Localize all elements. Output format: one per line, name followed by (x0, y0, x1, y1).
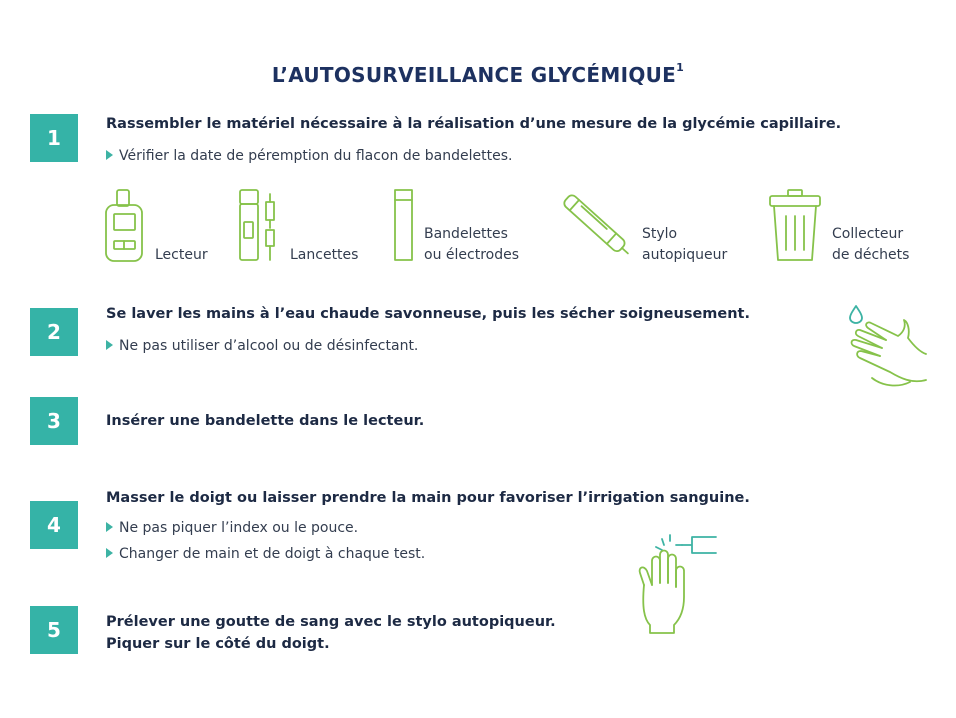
lancing-pen-icon (560, 188, 634, 264)
step-2-heading: Se laver les mains à l’eau chaude savonneuse, puis les sécher soigneusement. (106, 306, 750, 322)
bullet-arrow-icon (106, 340, 113, 350)
step-3-number: 3 (30, 397, 78, 445)
page-title-text: L’AUTOSURVEILLANCE GLYCÉMIQUE (271, 63, 677, 87)
step-4-number: 4 (30, 501, 78, 549)
step-5-number: 5 (30, 606, 78, 654)
step-1-heading: Rassembler le matériel nécessaire à la réalisation d’une mesure de la glycémie capillaire. (106, 116, 842, 132)
trash-bin-icon (768, 188, 822, 264)
step-1-number: 1 (30, 114, 78, 162)
step-5-heading: Prélever une goutte de sang avec le stylo autopiqueur. (106, 614, 556, 630)
page-title (0, 63, 956, 87)
bullet-arrow-icon (106, 150, 113, 160)
glucose-meter-icon (104, 188, 146, 264)
equipment-label-stylo: Stylo autopiqueur (642, 226, 728, 263)
step-3-heading: Insérer une bandelette dans le lecteur. (106, 413, 425, 429)
equipment-label-lecteur: Lecteur (155, 247, 208, 263)
test-strip-icon (393, 188, 415, 264)
equipment-label-collecteur: Collecteur de déchets (832, 226, 910, 263)
equipment-label-bandelettes: Bandelettes ou électrodes (424, 226, 519, 263)
step-4-bullet-2: Changer de main et de doigt à chaque test. (106, 546, 425, 562)
step-5-heading-line2: Piquer sur le côté du doigt. (106, 636, 330, 652)
step-2-bullet-1: Ne pas utiliser d’alcool ou de désinfectant. (106, 338, 418, 354)
bullet-arrow-icon (106, 522, 113, 532)
step-4-heading: Masser le doigt ou laisser prendre la main pour favoriser l’irrigation sanguine. (106, 490, 750, 506)
bullet-arrow-icon (106, 548, 113, 558)
step-4-bullet-1: Ne pas piquer l’index ou le pouce. (106, 520, 358, 536)
step-2-number: 2 (30, 308, 78, 356)
footnote-ref: 1 (676, 61, 685, 75)
lancets-icon (238, 188, 282, 264)
hand-washing-icon (842, 302, 928, 388)
finger-prick-icon (634, 533, 720, 637)
equipment-label-lancettes: Lancettes (290, 247, 359, 263)
step-1-bullet-1: Vérifier la date de péremption du flacon de bandelettes. (106, 148, 512, 164)
